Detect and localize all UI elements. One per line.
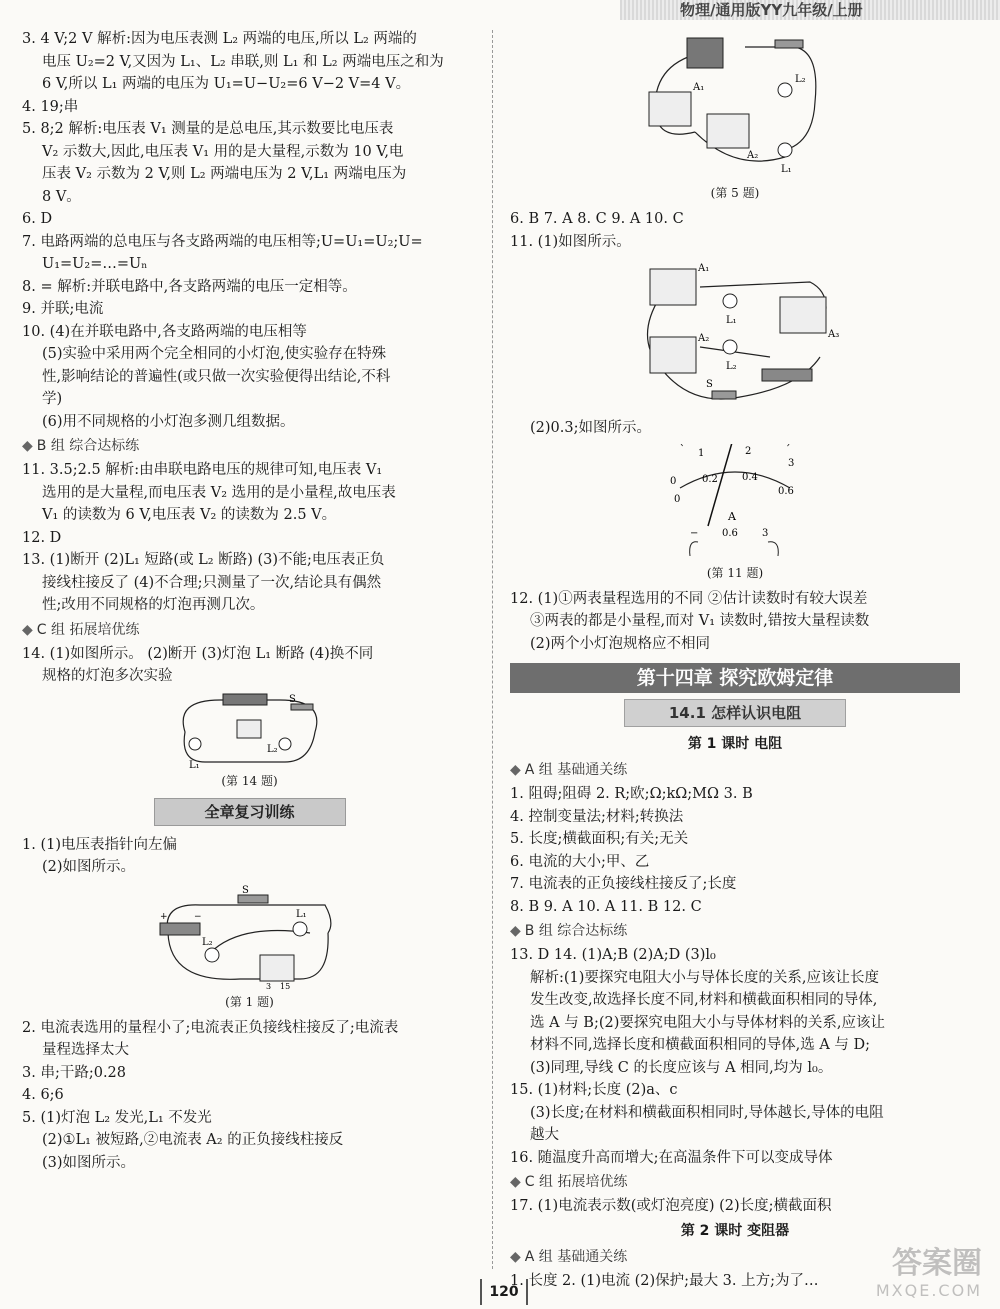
meter-icon xyxy=(650,337,696,373)
fig-label: L₁ xyxy=(781,164,792,175)
dial-tick xyxy=(679,444,683,446)
right-column xyxy=(510,28,960,1292)
answer-line: (2)①L₁ 被短路,②电流表 A₂ 的正负接线柱接反 xyxy=(42,1132,344,1148)
battery-icon xyxy=(762,369,812,381)
answer-line: 6. 电流的大小;甲、乙 xyxy=(510,853,650,870)
wire xyxy=(745,47,816,150)
answer-line: (2)0.3;如图所示。 xyxy=(530,420,651,436)
dial-ticks xyxy=(679,444,792,446)
circuit-figure-5 xyxy=(635,32,835,182)
answer-line: 15. (1)材料;长度 (2)a、c xyxy=(510,1082,678,1098)
fig-label: L₁ xyxy=(295,908,307,920)
group-c-heading: ◆ C 组 拓展培优练 xyxy=(22,621,140,638)
fig-label: S xyxy=(241,884,249,896)
fig-label: L₂ xyxy=(795,74,806,85)
group-b-heading: ◆ B 组 综合达标练 xyxy=(510,923,628,939)
meter-icon xyxy=(650,269,696,305)
terminal-label: − xyxy=(690,527,699,539)
figure-caption-14: (第 14 题) xyxy=(221,773,278,788)
answer-line: 选 A 与 B;(2)要探究电阻大小与导体材料的关系,应该让 xyxy=(530,1014,885,1031)
answers-block-b xyxy=(22,459,477,617)
switch-icon xyxy=(712,391,736,399)
figure-caption-11: (第 11 题) xyxy=(706,565,764,580)
answer-line: 量程选择太大 xyxy=(42,1042,129,1058)
answer-line: 5. 8;2 解析:电压表 V₁ 测量的是总电压,其示数要比电压表 xyxy=(22,121,394,137)
answer-line: 11. 3.5;2.5 解析:由串联电路电压的规律可知,电压表 V₁ xyxy=(22,462,383,478)
wire xyxy=(168,933,328,979)
answer-line: 13. (1)断开 (2)L₁ 短路(或 L₂ 断路) (3)不能;电压表正负 xyxy=(22,552,385,568)
bulb-icon xyxy=(189,738,201,750)
answer-line: 1. (1)电压表指针向左偏 xyxy=(22,836,177,853)
answer-line: (5)实验中采用两个完全相同的小灯泡,使实验存在特殊 xyxy=(42,346,387,362)
fig-label: A₂ xyxy=(747,150,759,161)
review-banner: 全章复习训练 xyxy=(154,798,346,826)
fig-label: L₂ xyxy=(201,936,213,948)
answer-line: (3)同理,导线 C 的长度应该与 A 相同,均为 l₀。 xyxy=(530,1059,833,1076)
dial-bottom-tick: 0.4 xyxy=(742,471,758,483)
dial-bottom-tick: 0.2 xyxy=(702,473,718,485)
group-a-heading: ◆ A 组 基础通关练 xyxy=(510,762,628,778)
diamond-icon: ◆ xyxy=(510,762,521,778)
dial-top-zero: 0 xyxy=(670,475,677,487)
lesson-heading: 第 1 课时 电阻 xyxy=(687,736,783,752)
meter-icon xyxy=(237,720,261,738)
answer-line: (3)长度;在材料和横截面积相同时,导体越长,导体的电阻 xyxy=(530,1104,884,1121)
answer-line: 性,影响结论的普遍性(或只做一次实验便得出结论,不科 xyxy=(42,368,391,385)
terminal-label: 3 xyxy=(762,527,769,539)
fig-label: A₁ xyxy=(693,82,705,93)
page-number: 120 xyxy=(480,1279,528,1305)
answers-block-rb xyxy=(510,944,960,1169)
dial-unit: A xyxy=(728,509,736,523)
meter-icon xyxy=(260,955,294,981)
fig-label: 15 xyxy=(279,981,290,991)
answer-line: 1. 阻碍;阻碍 2. R;欧;Ω;kΩ;MΩ 3. B xyxy=(510,786,753,802)
battery-icon xyxy=(223,694,267,705)
answer-line: 解析:(1)要探究电阻大小与导体长度的关系,应该让长度 xyxy=(530,969,880,986)
review-block-1 xyxy=(22,834,477,879)
answers-block-r3 xyxy=(510,588,960,656)
fig-label: S xyxy=(706,379,713,390)
diamond-icon: ◆ xyxy=(510,1248,521,1265)
answer-line: 17. (1)电流表示数(或灯泡亮度) (2)长度;横截面积 xyxy=(510,1198,832,1214)
answer-line: (6)用不同规格的小灯泡多测几组数据。 xyxy=(42,413,295,430)
wire xyxy=(768,541,778,555)
answer-line: 7. 电流表的正负接线柱接反了;长度 xyxy=(510,876,737,892)
answers-block-rc xyxy=(510,1195,960,1218)
figure-caption-1: (第 1 题) xyxy=(225,994,274,1009)
dial-tick xyxy=(787,444,791,446)
dial-bottom-tick: 0.6 xyxy=(778,485,794,497)
fig-label: L₁ xyxy=(726,315,737,326)
answer-line: 9. 并联;电流 xyxy=(22,301,104,317)
answer-line: 12. D xyxy=(22,529,62,546)
group-b-heading: ◆ B 组 综合达标练 xyxy=(22,438,140,454)
answer-line: 8. = 解析:并联电路中,各支路两端的电压一定相等。 xyxy=(22,278,357,295)
bulb-icon xyxy=(205,948,219,962)
answer-line: 3. 串;干路;0.28 xyxy=(22,1064,126,1081)
answer-line: (2)两个小灯泡规格应不相同 xyxy=(530,635,711,652)
fig-label: A₁ xyxy=(698,263,710,274)
answer-line: 7. 电路两端的总电压与各支路两端的电压相等;U=U₁=U₂;U= xyxy=(22,233,423,250)
answer-line: 13. D 14. (1)A;B (2)A;D (3)l₀ xyxy=(510,947,716,963)
fig-label: 3 xyxy=(265,981,271,991)
dial-bottom-tick: 0 xyxy=(674,493,681,505)
circuit-figure-1 xyxy=(150,883,350,991)
dial-top-tick: 2 xyxy=(745,445,752,457)
bulb-icon xyxy=(778,143,792,157)
column-divider xyxy=(492,30,493,1269)
answer-line: V₂ 示数大,因此,电压表 V₁ 用的是大量程,示数为 10 V,电 xyxy=(42,143,404,160)
answer-line: (2)如图所示。 xyxy=(42,859,136,875)
answer-line: 6. D xyxy=(22,211,53,227)
meter-icon xyxy=(780,297,826,333)
answer-line: 16. 随温度升高而增大;在高温条件下可以变成导体 xyxy=(510,1149,833,1166)
meter-icon xyxy=(649,92,691,126)
fig-label: A₂ xyxy=(698,333,710,344)
group-c-heading: ◆ C 组 拓展培优练 xyxy=(510,1174,628,1190)
answer-line: U₁=U₂=…=Uₙ xyxy=(42,256,148,272)
answer-line: V₁ 的读数为 6 V,电压表 V₂ 的读数为 2.5 V。 xyxy=(42,507,337,523)
dial-top-tick: 1 xyxy=(698,447,705,459)
diamond-icon: ◆ xyxy=(510,1174,521,1190)
answers-block-ra xyxy=(510,783,960,918)
switch-icon xyxy=(775,40,803,48)
dial-arc xyxy=(680,472,790,488)
answer-line: 6 V,所以 L₁ 两端的电压为 U₁=U−U₂=6 V−2 V=4 V。 xyxy=(42,76,411,92)
bulb-icon xyxy=(723,294,737,308)
wire xyxy=(690,541,698,555)
answer-line: 4. 控制变量法;材料;转换法 xyxy=(510,808,684,825)
left-column xyxy=(22,28,477,1174)
answer-line: 学) xyxy=(42,391,63,407)
watermark-logo xyxy=(792,1247,982,1303)
answer-line: 1. 长度 2. (1)电流 (2)保护;最大 3. 上方;为了… xyxy=(510,1272,819,1289)
answer-line: 3. 4 V;2 V 解析:因为电压表测 L₂ 两端的电压,所以 L₂ 两端的 xyxy=(22,31,417,47)
answer-line: 14. (1)如图所示。 (2)断开 (3)灯泡 L₁ 断路 (4)换不同 xyxy=(22,645,374,662)
answer-line: (3)如图所示。 xyxy=(42,1154,136,1171)
answer-line: 8. B 9. A 10. A 11. B 12. C xyxy=(510,898,702,915)
watermark-text: 答案圈 xyxy=(892,1246,982,1281)
answer-line: 性;改用不同规格的灯泡再测几次。 xyxy=(42,597,265,613)
bulb-icon xyxy=(293,922,307,936)
answer-line: 5. 长度;横截面积;有关;无关 xyxy=(510,831,689,847)
answer-line: 发生改变,故选择长度不同,材料和横截面积相同的导体, xyxy=(530,992,878,1008)
fig-label: A₃ xyxy=(828,329,840,340)
bulb-icon xyxy=(723,340,737,354)
review-block-2 xyxy=(22,1017,477,1175)
answer-line: 电压 U₂=2 V,又因为 L₁、L₂ 串联,则 L₁ 和 L₂ 两端电压之和为 xyxy=(42,53,444,70)
figure-caption-5: (第 5 题) xyxy=(710,186,760,200)
diamond-icon: ◆ xyxy=(22,621,33,638)
lesson-heading: 第 2 课时 变阻器 xyxy=(680,1222,790,1239)
diamond-icon: ◆ xyxy=(22,438,33,454)
answer-line: ③两表的都是小量程,而对 V₁ 读数时,错按大量程读数 xyxy=(530,613,870,629)
answers-block-a xyxy=(22,28,477,433)
answer-line: 4. 6;6 xyxy=(22,1087,64,1103)
answer-line: 8 V。 xyxy=(42,188,81,205)
circuit-figure-14 xyxy=(165,692,335,770)
answer-line: 压表 V₂ 示数为 2 V,则 L₂ 两端电压为 2 V,L₁ 两端电压为 xyxy=(42,166,407,182)
answer-line: 12. (1)①两表量程选用的不同 ②估计读数时有较大误差 xyxy=(510,590,868,607)
circuit-figure-11 xyxy=(630,257,840,417)
switch-icon xyxy=(238,895,268,903)
terminal-label: 0.6 xyxy=(722,527,738,539)
fig-label: + xyxy=(159,911,168,922)
battery-icon xyxy=(687,38,723,68)
bulb-icon xyxy=(279,738,291,750)
dial-top-tick: 3 xyxy=(788,457,795,469)
answer-line: 10. (4)在并联电路中,各支路两端的电压相等 xyxy=(22,323,307,340)
answers-block-r2 xyxy=(510,417,960,440)
answer-line: 材料不同,选择长度和横截面积相同的导体,选 A 与 D; xyxy=(530,1037,871,1053)
group-a-heading: ◆ A 组 基础通关练 xyxy=(510,1248,628,1265)
battery-icon xyxy=(160,923,200,935)
fig-label: L₁ xyxy=(188,759,200,770)
ammeter-dial xyxy=(650,444,820,562)
answer-line: 规格的灯泡多次实验 xyxy=(42,668,173,684)
chapter-heading: 第十四章 探究欧姆定律 xyxy=(510,663,960,693)
fig-label: − xyxy=(193,911,202,922)
answer-line: 11. (1)如图所示。 xyxy=(510,233,631,250)
answers-block-r1 xyxy=(510,208,960,253)
answer-line: 选用的是大量程,而电压表 V₂ 选用的是小量程,故电压表 xyxy=(42,484,396,501)
answer-line: 越大 xyxy=(530,1127,559,1143)
bulb-icon xyxy=(778,83,792,97)
fig-label: L₂ xyxy=(726,361,737,372)
meter-icon xyxy=(707,114,749,148)
answers-block-c xyxy=(22,643,477,688)
fig-label: S xyxy=(288,693,296,705)
fig-label: L₂ xyxy=(266,743,278,755)
diamond-icon: ◆ xyxy=(510,923,521,939)
answer-line: 5. (1)灯泡 L₂ 发光,L₁ 不发光 xyxy=(22,1109,212,1126)
section-heading: 14.1 怎样认识电阻 xyxy=(624,699,846,727)
watermark-url: MXQE.COM xyxy=(875,1281,982,1300)
answer-line: 6. B 7. A 8. C 9. A 10. C xyxy=(510,211,684,227)
answer-line: 2. 电流表选用的量程小了;电流表正负接线柱接反了;电流表 xyxy=(22,1019,399,1036)
answer-line: 4. 19;串 xyxy=(22,98,79,115)
running-header: 物理/通用版YY九年级/上册 xyxy=(620,0,1000,20)
answer-line: 接线柱接反了 (4)不合理;只测量了一次,结论具有偶然 xyxy=(42,574,382,591)
